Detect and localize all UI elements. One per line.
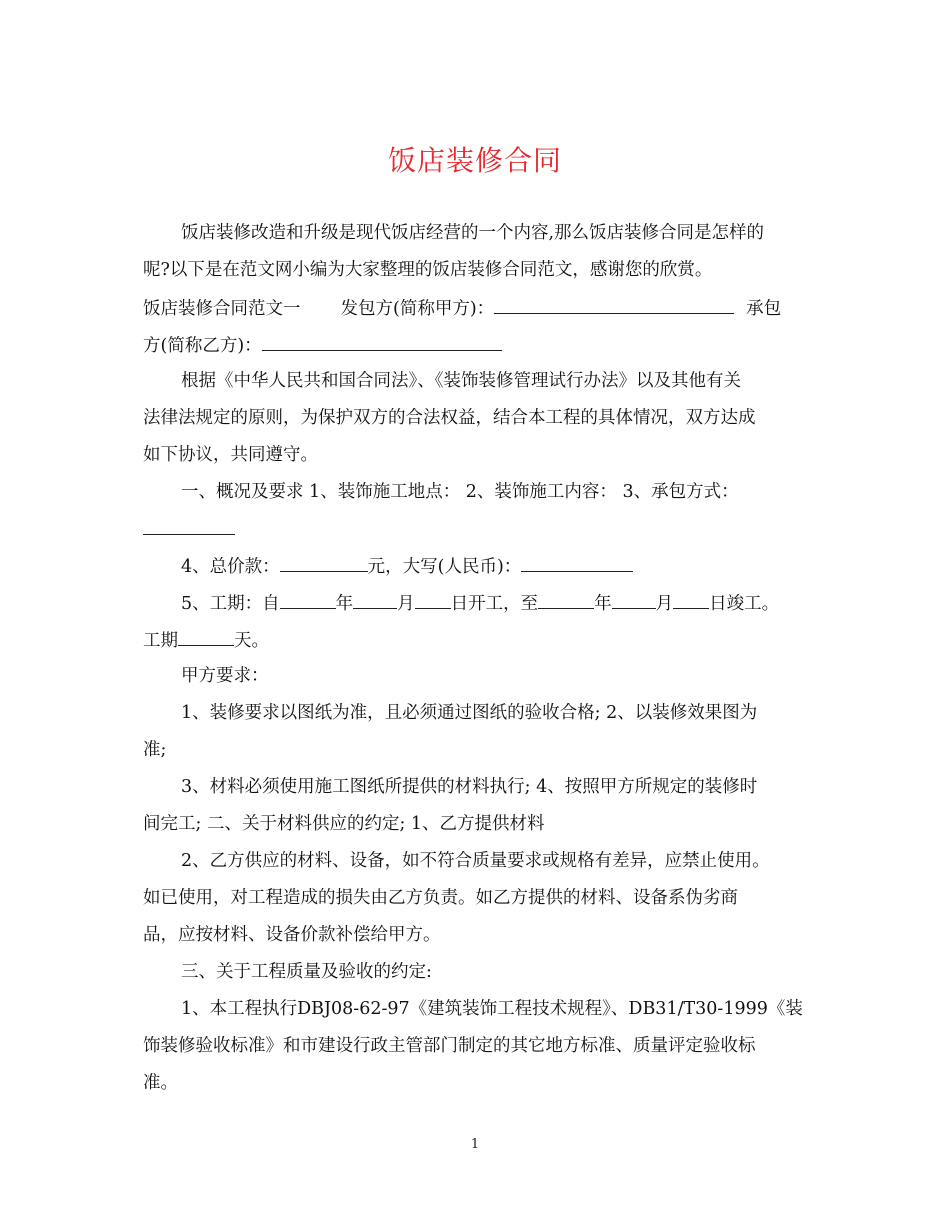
requirements-title: 甲方要求： bbox=[181, 666, 269, 686]
section1-line: 一、概况及要求 1、装饰施工地点： 2、装饰施工内容： 3、承包方式： bbox=[181, 482, 739, 502]
period-days-line bbox=[143, 627, 269, 653]
start-month-label: 月 bbox=[397, 594, 415, 614]
quality-line-3: 准。 bbox=[143, 1073, 178, 1093]
party-a-label: 发包方(简称甲方)： bbox=[340, 299, 495, 319]
preamble-line-2: 法律法规定的原则，为保护双方的合法权益，结合本工程的具体情况，双方达成 bbox=[143, 408, 756, 428]
price-blank bbox=[280, 553, 368, 572]
document-title: 饭店装修合同 bbox=[387, 144, 562, 177]
start-year-blank bbox=[280, 590, 336, 609]
page-number: 1 bbox=[470, 1137, 480, 1152]
preamble-line-1: 根据《中华人民共和国合同法》、《装饰装修管理试行办法》以及其他有关 bbox=[181, 371, 741, 391]
start-day-blank bbox=[415, 590, 451, 609]
end-day-blank bbox=[673, 590, 709, 609]
end-month-label: 月 bbox=[655, 594, 674, 614]
requirements-line-3: 3、材料必须使用施工图纸所提供的材料执行; 4、按照甲方所规定的装修时 bbox=[181, 777, 758, 797]
party-b-label-end: 方(简称乙方)： bbox=[143, 336, 262, 356]
period-days-blank bbox=[178, 627, 234, 646]
period-days-unit: 天。 bbox=[234, 631, 269, 651]
price-label: 4、总价款： bbox=[181, 557, 280, 577]
quality-line-1: 1、本工程执行DBJ08-62-97《建筑装饰工程技术规程》、DB31/T30-1999《装 bbox=[181, 999, 803, 1019]
party-b-label-start: 承包 bbox=[746, 299, 782, 319]
section3-title: 三、关于工程质量及验收的约定: bbox=[181, 962, 432, 982]
sample-label: 饭店装修合同范文一 bbox=[143, 299, 301, 319]
supply-line-1: 2、乙方供应的材料、设备，如不符合质量要求或规格有差异，应禁止使用。 bbox=[181, 851, 770, 871]
price-words-blank bbox=[521, 553, 633, 572]
requirements-line-4: 间完工; 二、关于材料供应的约定; 1、乙方提供材料 bbox=[143, 814, 545, 834]
preamble-line-3: 如下协议，共同遵守。 bbox=[143, 445, 318, 465]
requirements-line-2: 准; bbox=[143, 740, 167, 760]
start-year-label: 年 bbox=[335, 594, 354, 614]
price-unit: 元，大写(人民币)： bbox=[367, 557, 522, 577]
period-label: 5、工期：自 bbox=[181, 594, 280, 614]
supply-line-3: 品，应按材料、设备价款补偿给甲方。 bbox=[143, 925, 441, 945]
start-day-label: 日开工，至 bbox=[450, 594, 539, 614]
contract-type-blank bbox=[143, 516, 235, 535]
supply-line-2: 如已使用，对工程造成的损失由乙方负责。如乙方提供的材料、设备系伪劣商 bbox=[143, 888, 738, 908]
period-line bbox=[181, 590, 779, 616]
end-year-blank bbox=[538, 590, 594, 609]
period-days-label: 工期 bbox=[143, 631, 178, 651]
party-a-blank bbox=[494, 295, 734, 314]
parties-line-2 bbox=[143, 332, 502, 358]
end-day-label: 日竣工。 bbox=[709, 594, 780, 614]
parties-line-1 bbox=[143, 295, 781, 321]
end-month-blank bbox=[612, 590, 656, 609]
price-line bbox=[181, 553, 633, 579]
end-year-label: 年 bbox=[594, 594, 612, 614]
intro-line-2: 呢?以下是在范文网小编为大家整理的饭店装修合同范文，感谢您的欣赏。 bbox=[143, 260, 713, 280]
intro-line-1: 饭店装修改造和升级是现代饭店经营的一个内容,那么饭店装修合同是怎样的 bbox=[181, 223, 765, 243]
quality-line-2: 饰装修验收标准》和市建设行政主管部门制定的其它地方标准、质量评定验收标 bbox=[143, 1036, 756, 1056]
start-month-blank bbox=[353, 590, 397, 609]
contract-type-blank-line bbox=[143, 516, 235, 542]
party-b-blank bbox=[262, 332, 502, 351]
requirements-line-1: 1、装修要求以图纸为准，且必须通过图纸的验收合格; 2、以装修效果图为 bbox=[181, 703, 758, 723]
